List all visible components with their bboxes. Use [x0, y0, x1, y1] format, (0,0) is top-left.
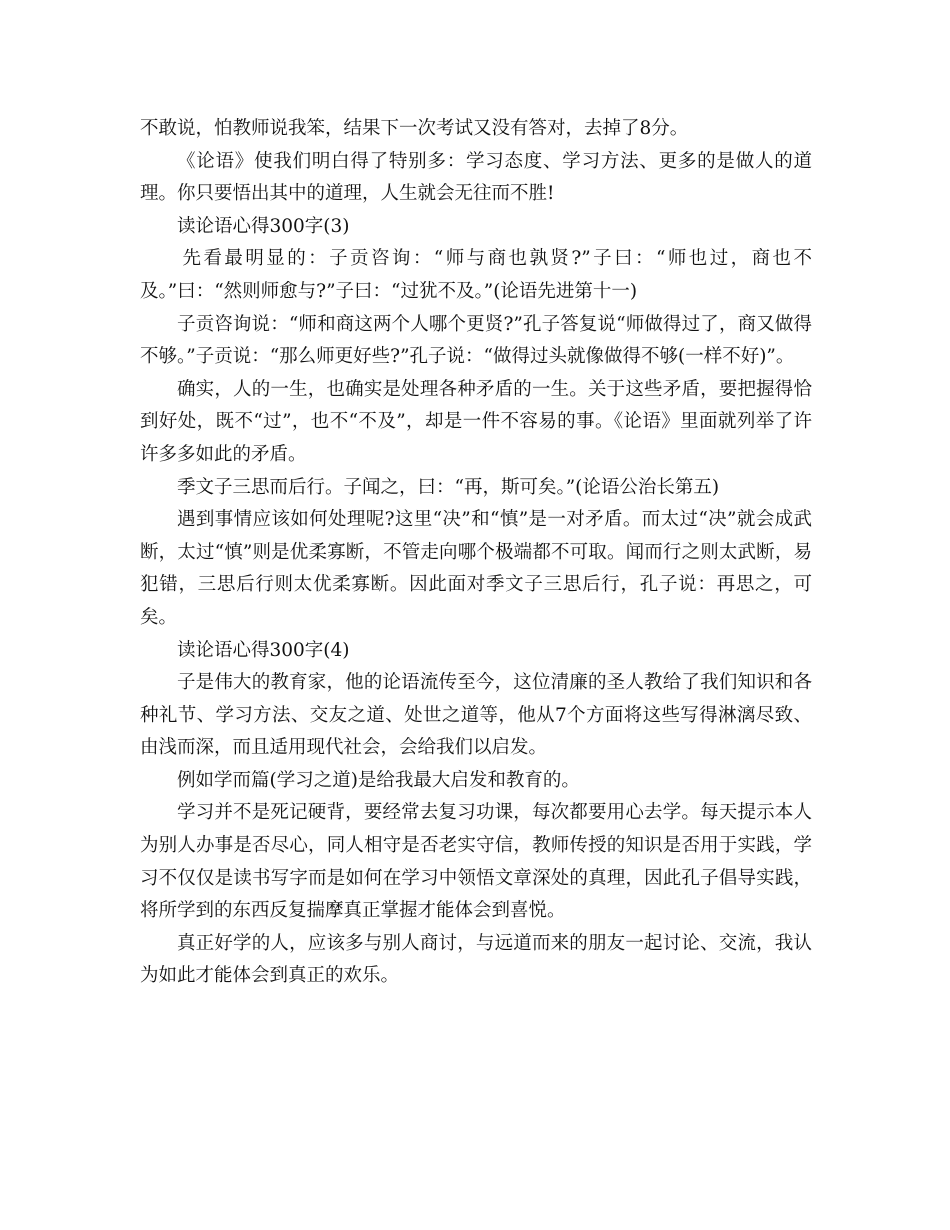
paragraph-6: 季文子三思而后行。子闻之，曰：“再，斯可矣。”(论语公治长第五) — [177, 476, 720, 498]
paragraph-2: 《论语》使我们明白得了特别多：学习态度、学习方法、更多的是做人的道理。你只要悟出其中的道理，人生就会无往而不胜! — [140, 150, 812, 205]
paragraph-11: 真正好学的人，应该多与别人商讨，与远道而来的朋友一起讨论、交流，我认为如此才能体会到真正的欢乐。 — [140, 932, 812, 987]
document-body — [140, 113, 812, 993]
section-heading-3: 读论语心得300字(3) — [177, 215, 350, 237]
paragraph-9: 例如学而篇(学习之道)是给我最大启发和教育的。 — [177, 769, 580, 791]
section-heading-4: 读论语心得300字(4) — [177, 639, 350, 661]
paragraph-10: 学习并不是死记硬背，要经常去复习功课，每次都要用心去学。每天提示本人为别人办事是否尽心，同人相守是否老实守信，教师传授的知识是否用于实践，学习不仅仅是读书写字而是如何在学习中领悟文章深处的真理，因此孔子倡导实践，将所学到的东西反复揣摩真正掌握才能体会到喜悦。 — [140, 802, 812, 922]
paragraph-7: 遇到事情应该如何处理呢?这里“决”和“慎”是一对矛盾。而太过“决”就会成武断，太过“慎”则是优柔寡断，不管走向哪个极端都不可取。闻而行之则太武断，易犯错，三思后行则太优柔寡断。因此面对季文子三思后行，孔子说：再思之，可矣。 — [140, 509, 812, 628]
paragraph-5: 确实，人的一生，也确实是处理各种矛盾的一生。关于这些矛盾，要把握得恰到好处，既不“过”，也不“不及”，却是一件不容易的事。《论语》里面就列举了许许多多如此的矛盾。 — [140, 378, 812, 465]
paragraph-4: 子贡咨询说：“师和商这两个人哪个更贤?”孔子答复说“师做得过了，商又做得不够。”子贡说：“那么师更好些?”孔子说：“做得过头就像做得不够(一样不好)”。 — [140, 313, 812, 368]
paragraph-3: 先看最明显的：子贡咨询：“师与商也孰贤?”子曰：“师也过，商也不及。”曰：“然则师愈与?”子曰：“过犹不及。”(论语先进第十一) — [140, 248, 812, 302]
paragraph-1: 不敢说，怕教师说我笨，结果下一次考试又没有答对，去掉了8分。 — [140, 118, 689, 139]
paragraph-8: 子是伟大的教育家，他的论语流传至今，这位清廉的圣人教给了我们知识和各种礼节、学习方法、交友之道、处世之道等，他从7个方面将这些写得淋漓尽致、由浅而深，而且适用现代社会，会给我们以启发。 — [140, 672, 812, 759]
